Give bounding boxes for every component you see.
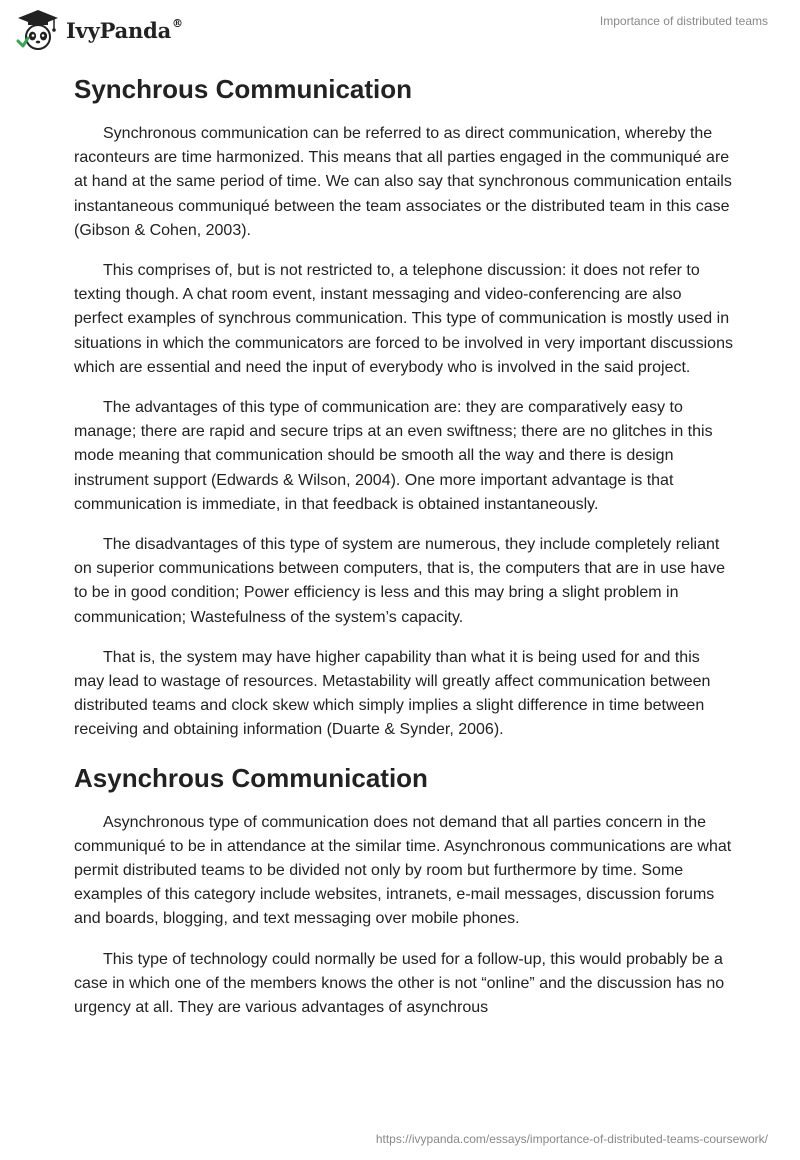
document-title: Importance of distributed teams [599,14,768,28]
paragraph: The disadvantages of this type of system are numerous, they include completely reliant on superior communications between computers, that is, the computers that are in use have to be in good condition; Power efficiency is less and this may bring a slight problem in communication; Wastefulness of the system’s capacity. [74,536,726,626]
paragraph: Asynchronous type of communication does not demand that all parties concern in the communiqué to be in attendance at the similar time. Asynchronous communications are what permit distributed teams to be divided not only by room but furthermore by time. Some examples of this category include websites, intranets, e-mail messages, discussion forums and boards, blogging, and text messaging over mobile phones. [74,813,732,928]
paragraph: Synchronous communication can be referred to as direct communication, whereby the raconteurs are time harmonized. This means that all parties engaged in the communiqué are at hand at the same period of time. We can also say that synchronous communication entails instantaneous communiqué between the team associates or the distributed team in this case (Gibson & Cohen, 2003). [74,125,732,239]
paragraph: This type of technology could normally be used for a follow-up, this would probably be a case in which one of the members knows the other is not “online” and the discussion has no urgency at all. They are various advantages of asynchrous [74,950,725,1017]
paragraph: This comprises of, but is not restricted to, a telephone discussion: it does not refer to texting though. A chat room event, instant messaging and video-conferencing are also perfect examples of synchrous communication. This type of communication is mostly used in situations in which the communicators are forced to be involved in very important discussions which are essential and need the input of everybody who is involved in the said project. [74,262,733,376]
ivypanda-logo[interactable] [16,8,183,52]
registered-mark: ® [172,16,183,30]
page-header [0,0,800,60]
source-url[interactable]: https://ivypanda.com/essays/importance-of-distributed-teams-coursework/ [375,1132,768,1146]
brand-name: IvyPanda® [66,16,183,43]
panda-graduate-icon [16,8,60,52]
section-heading: Asynchrous Communication [74,762,428,793]
paragraph: The advantages of this type of communication are: they are comparatively easy to manage; there are rapid and secure trips at an even swiftness; there are no glitches in this mode meaning that communication should be smooth all the way and there is design instrument support (Edwards & Wilson, 2004). One more important advantage is that communication is immediate, in that feedback is obtained instantaneously. [74,399,713,513]
section-heading: Synchrous Communication [74,74,413,104]
essay-content [74,70,734,1036]
paragraph: That is, the system may have higher capability than what it is being used for and this may lead to wastage of resources. Metastability will greatly affect communication between distributed teams and clock skew which simply implies a slight difference in time between receiving and obtaining information (Duarte & Synder, 2006). [74,648,711,739]
